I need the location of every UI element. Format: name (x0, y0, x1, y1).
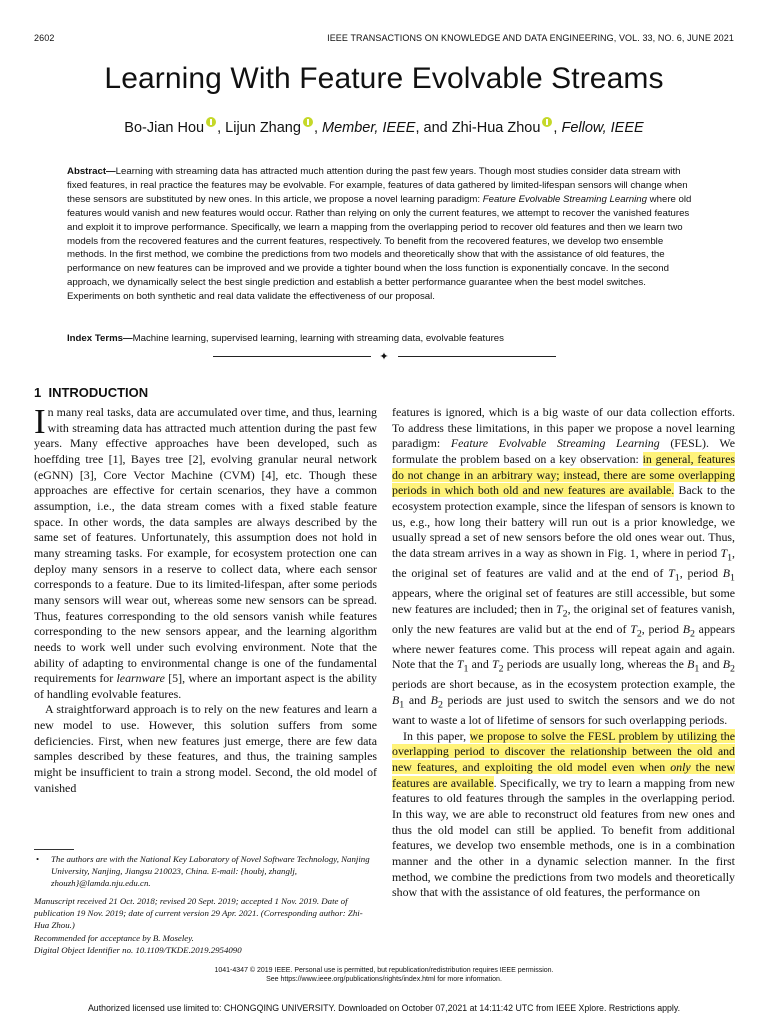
math-subscript: 2 (498, 663, 504, 675)
copyright-notice (0, 966, 768, 984)
index-terms-dash: — (123, 333, 133, 344)
author-membership: Fellow, IEEE (561, 120, 644, 136)
math-symbol: T (630, 621, 637, 636)
doi-note: Digital Object Identifier no. 10.1109/TKDE.2019.2954090 (34, 944, 242, 955)
body-text: and (468, 657, 492, 672)
math-subscript: 1 (727, 552, 733, 564)
paragraph (392, 729, 735, 901)
abstract-text: where old features would vanish and new features would occur. Rather than relying on only the current features, we attempt to recover the vanished features and exploit it to improve performance. Specifically, we learn a mapping from the overlapping period to recover old features and then we learn two models from the recovered features and the current features, respectively. To benefit from the recovered features, we develop two ensemble methods. In the first method, we combine the predictions from two models and theoretically show that with the assistance of old features, the performance on new features can be improved and we provide a tighter bound when the loss function is exponentially concave. In the second approach, we dynamically select the best single prediction and establish a better performance guarantee when the best model switches. Experiments on both synthetic and real data validate the effectiveness of our proposal. (67, 193, 692, 303)
body-text: appears where newer features come. This process will repeat again and again. Note that the (392, 621, 735, 672)
paper-title: Learning With Feature Evolvable Streams (104, 62, 664, 95)
body-text: , period (679, 565, 723, 580)
rights-link[interactable]: See https://www.ieee.org/publications/rights/index.html for more information. (266, 976, 502, 983)
highlighted-text: the new features are available (392, 760, 735, 790)
body-emphasis: Feature Evolvable Streaming Learning (450, 436, 660, 451)
bullet-icon: • (36, 854, 40, 864)
body-text: periods are short because, as in the ecosystem protection example, the (392, 677, 735, 692)
section-divider (213, 350, 556, 364)
body-emphasis: learnware (116, 671, 165, 686)
author-line (0, 117, 768, 136)
left-column (34, 402, 377, 796)
math-symbol: B (430, 693, 438, 708)
highlighted-text: we propose to solve the FESL problem by utilizing the overlapping period to discover the relationship between the old and new features, and exploiting the old model even when (392, 728, 736, 775)
highlighted-text: in general, features do not change in an arbitrary way; instead, there are some overlapping periods in which both old and new features are available. (392, 451, 735, 498)
body-text: , the original set of features are valid and at the end of (392, 545, 735, 580)
abstract-label: Abstract (67, 166, 107, 177)
separator: , and (415, 120, 452, 136)
math-symbol: T (491, 657, 499, 672)
body-text: (FESL). We formulate the problem based on a key observation: (392, 436, 735, 466)
body-text: , period (641, 621, 683, 636)
body-text: periods are just used to switch the sensors and we do not want to waste a lot of lifetime of sensors for such overlapping periods. (392, 693, 735, 728)
math-symbol: T (556, 601, 563, 616)
copyright-line: 1041-4347 © 2019 IEEE. Personal use is permitted, but republication/redistribution requires IEEE permission. (214, 967, 554, 974)
footnotes (34, 853, 377, 956)
math-symbol: B (682, 621, 690, 636)
divider-line-left (213, 356, 371, 357)
body-text: features is ignored, which is a big waste of our data collection efforts. To address these limitations, in this paper we propose a novel learning paradigm: (392, 405, 735, 451)
orcid-icon[interactable] (206, 117, 216, 127)
math-subscript: 2 (636, 628, 642, 640)
body-text: Back to the ecosystem protection example, since the lifespan of sensors is known to us, e.g., how long their battery will run out is a prior knowledge, we usually spread a set of new sensors before the old ones wear out. Thus, the data stream arrives in a way as shown in Fig. 1, where in period (392, 483, 736, 560)
abstract (67, 165, 701, 304)
body-text: n many real tasks, data are accumulated over time, and thus, learning with streaming data has attracted much attention during the past few years. Many effective approaches have been developed, such as hoeffding tree [1], Bayes tree [2], evolving granular neural network (eGNN) [3], Core Vector Machine (CVM) [4], etc. Though these approaches are effective for certain scenarios, they have a common assumption, i.e., the data stream comes with a fixed stable feature space. In other words, the data samples are always described by the same set of features. Unfortunately, this assumption does not hold in many streaming tasks. For example, for ecosystem protection one can deploy many sensors in a reserve to collect data, where each sensor corresponds to a feature. Due to its limited-lifespan, after some periods many sensors will wear out, whereas some new sensors can be spread. Thus, features corresponding to the old sensors vanish while features corresponding to the new sensors appear, and the learning algorithm needs to work well under such evolving environment. Note that the ability of adapting to environmental change is one of the fundamental requirements for (34, 405, 377, 686)
body-text: In this paper, (403, 728, 470, 743)
section-title-initial: I (48, 385, 53, 400)
math-symbol: B (722, 565, 731, 580)
math-subscript: 2 (562, 608, 568, 619)
math-symbol: T (720, 545, 728, 560)
body-text: appears, where the original set of features are still accessible, but some new features are included; then in (392, 585, 735, 616)
paragraph: A straightforward approach is to rely on the new features and learn a new model to use. However, this solution suffers from some deficiencies. First, when new features just emerge, there are few data samples described by these features, and thus, the training samples might be insufficient to train a strong model. Second, the old model of vanished (34, 702, 377, 795)
orcid-icon[interactable] (303, 117, 313, 127)
math-symbol: B (392, 693, 400, 708)
author-name: Zhi-Hua Zhou (451, 120, 541, 136)
drop-cap: I (34, 402, 46, 441)
author-affiliation-note (34, 853, 377, 889)
math-symbol: B (687, 657, 695, 672)
math-subscript: 2 (437, 699, 443, 711)
author-name: Lijun Zhang (225, 120, 301, 136)
body-text: . Specifically, we try to learn a mapping from new features to old features through the samples in the overlapping period. In this way, we are able to reconstruct old features from new ones and thus the old model can still be applied. To benefit from additional features, we develop two ensemble methods, one is in a combination manner and the other in a dynamic selection manner. In the first method, we combine the predictions from two models and theoretically show that with the assistance of old features, the performance on (392, 775, 735, 900)
body-text: [5], where an important aspect is the ability of handling evolvable features. (34, 671, 377, 701)
math-subscript: 1 (463, 663, 469, 675)
abstract-text: Learning with streaming data has attracted much attention during the past few years. Though most studies consider data stream with fixed features, in real practice the features may be evolvable. For example, features of data gathered by limited-lifespan sensors will change when these sensors are substituted by new ones. In this article, we propose a novel learning paradigm: (67, 166, 688, 205)
math-symbol: B (722, 657, 731, 672)
orcid-icon[interactable] (542, 117, 552, 127)
math-subscript: 1 (694, 663, 700, 675)
divider-line-right (398, 356, 556, 357)
footnote-rule (34, 849, 74, 850)
body-text: periods are usually long, whereas the (503, 657, 688, 672)
license-notice: Authorized licensed use limited to: CHONGQING UNIVERSITY. Downloaded on October 07,2021 at 14:11:42 UTC from IEEE Xplore. Restrictions apply. (87, 1003, 681, 1013)
page-number: 2602 (34, 33, 55, 43)
separator: , (553, 120, 562, 136)
right-column (392, 405, 735, 901)
recommendation-note: Recommended for acceptance by B. Moseley. (34, 932, 194, 943)
index-terms-text: Machine learning, supervised learning, learning with streaming data, evolvable features (132, 333, 504, 344)
running-head (34, 33, 734, 47)
divider-ornament-icon: ✦ (379, 351, 389, 363)
math-subscript: 2 (730, 663, 735, 675)
section-number: 1 (34, 385, 42, 400)
separator: , (313, 120, 322, 136)
math-symbol: T (456, 657, 464, 672)
section-heading (34, 385, 148, 400)
author-name: Bo-Jian Hou (124, 120, 205, 136)
section-title-rest: NTRODUCTION (52, 385, 149, 400)
math-subscript: 1 (399, 699, 405, 711)
separator: , (217, 120, 226, 136)
math-subscript: 2 (689, 628, 695, 640)
body-text: , the original set of features vanish, only the new features are valid but at the end of (392, 601, 735, 636)
math-symbol: T (668, 565, 675, 580)
paragraph (392, 405, 735, 729)
math-subscript: 1 (674, 572, 680, 584)
author-membership: Member, IEEE (322, 120, 416, 136)
body-text: and (699, 657, 723, 672)
body-text: and (404, 693, 431, 708)
manuscript-history: Manuscript received 21 Oct. 2018; revised 20 Sept. 2019; accepted 1 Nov. 2019. Date of publication 19 Nov. 2019; date of current version 29 Apr. 2021. (Corresponding author: Zhi-Hua Zhou.) (34, 896, 363, 931)
abstract-emphasis: Feature Evolvable Streaming Learning (482, 193, 647, 205)
math-subscript: 1 (730, 572, 735, 584)
paragraph (34, 402, 377, 702)
highlighted-emphasis: only (670, 760, 691, 775)
footnote-text: The authors are with the National Key Laboratory of Novel Software Technology, Nanjing University, Nanjing, Jiangsu 210023, China. E-mail: {houbj, zhanglj, zhouzh}@lamda.nju.edu.cn. (51, 854, 370, 889)
journal-name: IEEE TRANSACTIONS ON KNOWLEDGE AND DATA ENGINEERING, VOL. 33, NO. 6, JUNE 2021 (327, 33, 734, 43)
abstract-dash: — (106, 166, 116, 177)
index-terms-label: Index Terms (67, 333, 123, 344)
index-terms (67, 332, 701, 346)
